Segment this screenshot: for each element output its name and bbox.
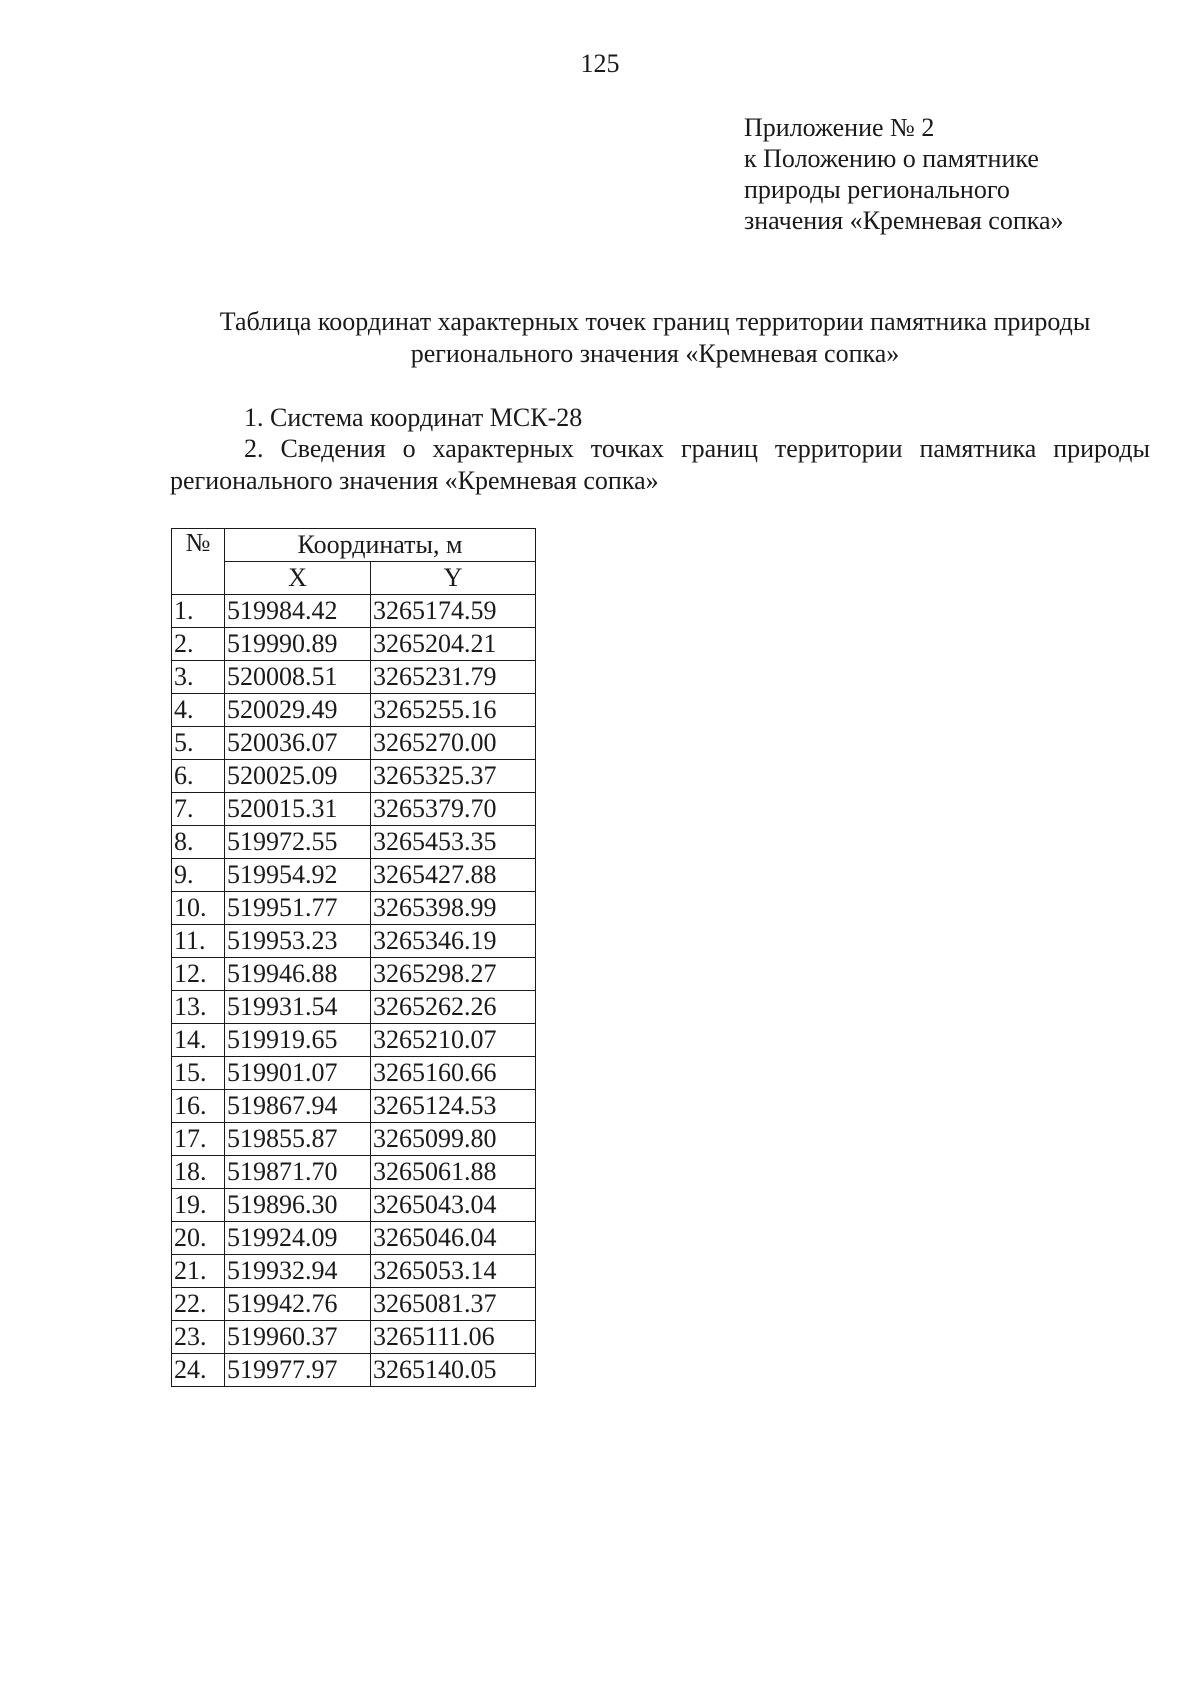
table-row [172, 991, 536, 1024]
table-row [172, 661, 536, 694]
y-coordinate-cell: 3265099.80 [371, 1123, 536, 1156]
y-coordinate-cell: 3265231.79 [371, 661, 536, 694]
table-row [172, 1123, 536, 1156]
table-row [172, 925, 536, 958]
table-row [172, 1156, 536, 1189]
x-coordinate-cell: 520025.09 [225, 760, 371, 793]
table-row [172, 727, 536, 760]
y-coordinate-cell: 3265204.21 [371, 628, 536, 661]
table-row [172, 1024, 536, 1057]
row-number-cell: 20. [172, 1222, 225, 1255]
y-coordinate-cell: 3265379.70 [371, 793, 536, 826]
y-coordinate-cell: 3265081.37 [371, 1288, 536, 1321]
x-coordinate-cell: 519990.89 [225, 628, 371, 661]
x-coordinate-cell: 520036.07 [225, 727, 371, 760]
table-row [172, 1321, 536, 1354]
header-coordinates: Координаты, м [225, 529, 536, 562]
x-coordinate-cell: 520015.31 [225, 793, 371, 826]
boundary-points-item: 2. Сведения о характерных точках границ территории памятника природы регионального значения «Кремневая сопка» [170, 434, 1150, 495]
x-coordinate-cell: 519951.77 [225, 892, 371, 925]
table-header-row [172, 529, 536, 562]
header-y: Y [371, 562, 536, 595]
table-row [172, 958, 536, 991]
x-coordinate-cell: 519901.07 [225, 1057, 371, 1090]
appendix-line: природы регионального [744, 175, 1010, 204]
row-number-cell: 6. [172, 760, 225, 793]
table-body [172, 595, 536, 1387]
y-coordinate-cell: 3265262.26 [371, 991, 536, 1024]
table-row [172, 793, 536, 826]
coordinate-system-item: 1. Система координат МСК-28 [244, 403, 583, 432]
row-number-cell: 14. [172, 1024, 225, 1057]
y-coordinate-cell: 3265325.37 [371, 760, 536, 793]
x-coordinate-cell: 519960.37 [225, 1321, 371, 1354]
x-coordinate-cell: 519896.30 [225, 1189, 371, 1222]
row-number-cell: 17. [172, 1123, 225, 1156]
x-coordinate-cell: 519919.65 [225, 1024, 371, 1057]
row-number-cell: 1. [172, 595, 225, 628]
x-coordinate-cell: 519871.70 [225, 1156, 371, 1189]
row-number-cell: 4. [172, 694, 225, 727]
appendix-line: к Положению о памятнике [744, 144, 1039, 173]
title-line: регионального значения «Кремневая сопка» [410, 339, 900, 368]
table-row [172, 892, 536, 925]
x-coordinate-cell: 519984.42 [225, 595, 371, 628]
header-x: X [225, 562, 371, 595]
row-number-cell: 5. [172, 727, 225, 760]
y-coordinate-cell: 3265255.16 [371, 694, 536, 727]
y-coordinate-cell: 3265427.88 [371, 859, 536, 892]
table-row [172, 859, 536, 892]
x-coordinate-cell: 519946.88 [225, 958, 371, 991]
appendix-reference [744, 112, 1164, 236]
row-number-cell: 3. [172, 661, 225, 694]
x-coordinate-cell: 519867.94 [225, 1090, 371, 1123]
row-number-cell: 13. [172, 991, 225, 1024]
x-coordinate-cell: 519931.54 [225, 991, 371, 1024]
x-coordinate-cell: 520029.49 [225, 694, 371, 727]
y-coordinate-cell: 3265046.04 [371, 1222, 536, 1255]
row-number-cell: 23. [172, 1321, 225, 1354]
y-coordinate-cell: 3265298.27 [371, 958, 536, 991]
table-row [172, 1255, 536, 1288]
row-number-cell: 12. [172, 958, 225, 991]
row-number-cell: 18. [172, 1156, 225, 1189]
table-row [172, 826, 536, 859]
row-number-cell: 2. [172, 628, 225, 661]
header-number: № [172, 529, 225, 595]
coordinates-table [171, 528, 536, 1387]
row-number-cell: 7. [172, 793, 225, 826]
x-coordinate-cell: 519932.94 [225, 1255, 371, 1288]
page-number: 125 [580, 49, 620, 78]
y-coordinate-cell: 3265111.06 [371, 1321, 536, 1354]
y-coordinate-cell: 3265053.14 [371, 1255, 536, 1288]
row-number-cell: 9. [172, 859, 225, 892]
y-coordinate-cell: 3265160.66 [371, 1057, 536, 1090]
table-row [172, 628, 536, 661]
row-number-cell: 24. [172, 1354, 225, 1387]
y-coordinate-cell: 3265140.05 [371, 1354, 536, 1387]
x-coordinate-cell: 519924.09 [225, 1222, 371, 1255]
table-subheader-row [172, 562, 536, 595]
x-coordinate-cell: 519855.87 [225, 1123, 371, 1156]
y-coordinate-cell: 3265124.53 [371, 1090, 536, 1123]
y-coordinate-cell: 3265270.00 [371, 727, 536, 760]
y-coordinate-cell: 3265174.59 [371, 595, 536, 628]
table-row [172, 1189, 536, 1222]
table-row [172, 760, 536, 793]
row-number-cell: 19. [172, 1189, 225, 1222]
table-row [172, 1057, 536, 1090]
x-coordinate-cell: 520008.51 [225, 661, 371, 694]
table-row [172, 694, 536, 727]
y-coordinate-cell: 3265398.99 [371, 892, 536, 925]
x-coordinate-cell: 519942.76 [225, 1288, 371, 1321]
row-number-cell: 21. [172, 1255, 225, 1288]
appendix-line: значения «Кремневая сопка» [744, 206, 1064, 235]
table-row [172, 1222, 536, 1255]
y-coordinate-cell: 3265453.35 [371, 826, 536, 859]
document-title [150, 306, 1160, 370]
x-coordinate-cell: 519972.55 [225, 826, 371, 859]
table-row [172, 1288, 536, 1321]
title-line: Таблица координат характерных точек границ территории памятника природы [219, 307, 1091, 336]
x-coordinate-cell: 519954.92 [225, 859, 371, 892]
y-coordinate-cell: 3265346.19 [371, 925, 536, 958]
x-coordinate-cell: 519977.97 [225, 1354, 371, 1387]
row-number-cell: 22. [172, 1288, 225, 1321]
table-row [172, 595, 536, 628]
row-number-cell: 16. [172, 1090, 225, 1123]
appendix-line: Приложение № 2 [744, 113, 935, 142]
row-number-cell: 15. [172, 1057, 225, 1090]
y-coordinate-cell: 3265210.07 [371, 1024, 536, 1057]
table-row [172, 1090, 536, 1123]
row-number-cell: 10. [172, 892, 225, 925]
y-coordinate-cell: 3265061.88 [371, 1156, 536, 1189]
x-coordinate-cell: 519953.23 [225, 925, 371, 958]
table-row [172, 1354, 536, 1387]
row-number-cell: 11. [172, 925, 225, 958]
row-number-cell: 8. [172, 826, 225, 859]
y-coordinate-cell: 3265043.04 [371, 1189, 536, 1222]
